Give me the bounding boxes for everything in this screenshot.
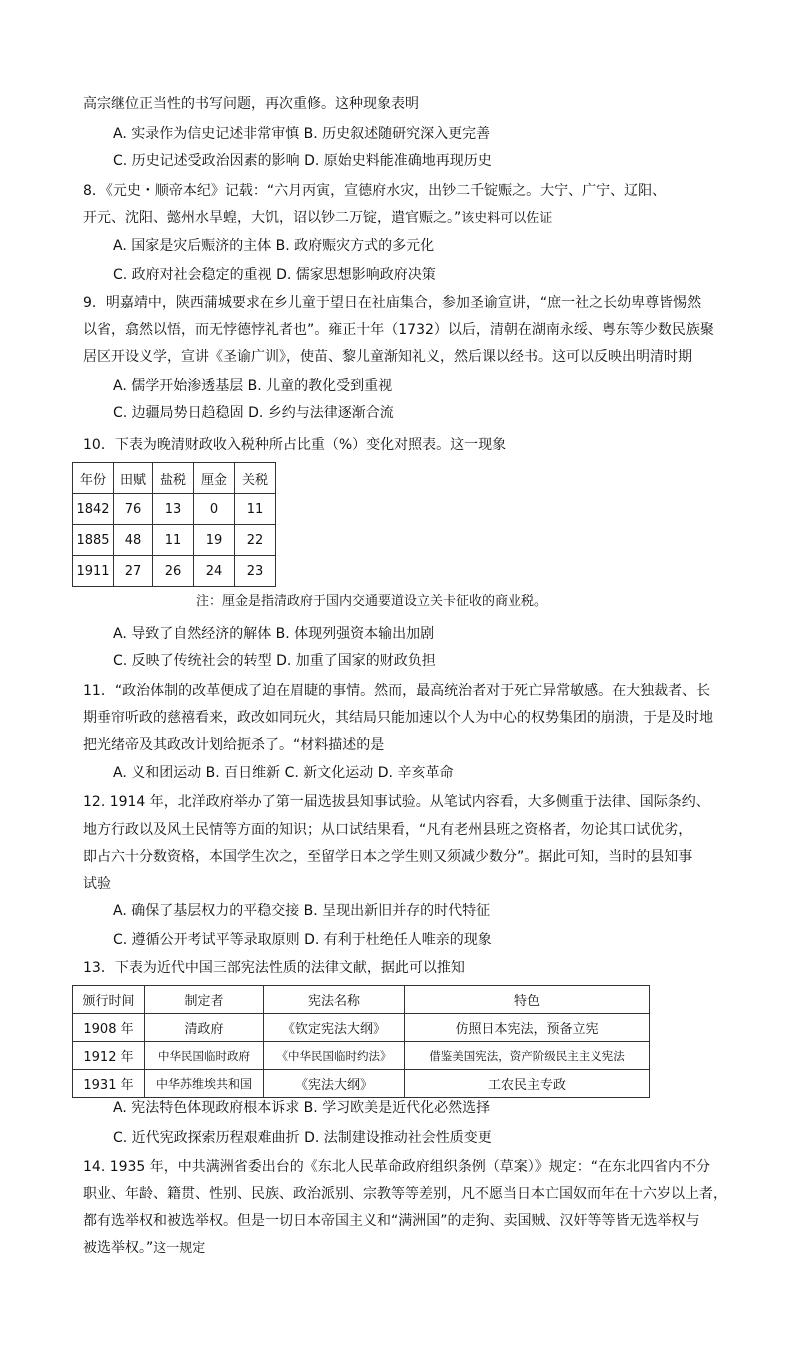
q10-stem: 10．下表为晚清财政收入税种所占比重（%）变化对照表。这一现象 [83, 437, 507, 453]
q14-stem-line2: 职业、年龄、籍贯、性别、民族、政治派别、宗教等等差别，凡不愿当日本亡国奴而年在十六岁以上者， [83, 1186, 727, 1202]
table-cell: 19 [194, 525, 235, 556]
q12-stem-line2: 地方行政以及风土民情等方面的知识；从口试结果看，“凡有老州县班之资格者，勿论其口试优劣， [83, 822, 693, 838]
q14-stem-line4-tail: 这一规定 [153, 1241, 206, 1256]
q11-stem-line3: 把光绪帝及其政改计划给扼杀了。“材料描述的是 [83, 737, 385, 753]
table-header-row [73, 986, 650, 1014]
table-cell: 中华民国临时政府 [145, 1042, 264, 1070]
table-cell: 11 [153, 525, 194, 556]
q12-stem-line1: 12. 1914 年，北洋政府举办了第一届选拔县知事试验。从笔试内容看，大多侧重于法律、国际条约、 [83, 794, 710, 810]
table-row [73, 494, 276, 525]
table-cell: 《中华民国临时约法》 [264, 1042, 405, 1070]
q10-table-note: 注：厘金是指清政府于国内交通要道设立关卡征收的商业税。 [196, 594, 548, 609]
table-cell: 《宪法大纲》 [264, 1070, 405, 1098]
q7-stem-tail: 高宗继位正当性的书写问题，再次重修。这种现象表明 [83, 96, 419, 112]
q13-options-cd[interactable]: C. 近代宪政探索历程艰难曲折 D. 法制建设推动社会性质变更 [113, 1130, 492, 1146]
q12-options-cd[interactable]: C. 遵循公开考试平等录取原则 D. 有利于杜绝任人唯亲的现象 [113, 932, 492, 948]
q12-options-ab[interactable]: A. 确保了基层权力的平稳交接 B. 呈现出新旧并存的时代特征 [113, 903, 491, 919]
q10-options-cd[interactable]: C. 反映了传统社会的转型 D. 加重了国家的财政负担 [113, 653, 436, 669]
q8-options-ab[interactable]: A. 国家是灾后赈济的主体 B. 政府赈灾方式的多元化 [113, 238, 435, 254]
table-cell: 11 [235, 494, 276, 525]
q8-stem-line1: 8．《元史・顺帝本纪》记载：“六月丙寅，宣德府水灾，出钞二千锭赈之。大宁、广宁、辽阳、 [83, 183, 667, 199]
q9-options-ab[interactable]: A. 儒学开始渗透基层 B. 儿童的教化受到重视 [113, 378, 393, 394]
table-cell: 工农民主专政 [405, 1070, 650, 1098]
q13-stem: 13．下表为近代中国三部宪法性质的法律文献，据此可以推知 [83, 960, 465, 976]
table-cell: 26 [153, 556, 194, 587]
q14-stem-line4: 被选举权。”这一规定 [83, 1240, 206, 1256]
q8-stem-line2: 开元、沈阳、懿州水旱蝗，大饥，诏以钞二万锭，遣官赈之。”该史料可以佐证 [83, 210, 553, 226]
table-cell: 清政府 [145, 1014, 264, 1042]
table-header-cell: 关税 [235, 463, 276, 494]
table-header-cell: 制定者 [145, 986, 264, 1014]
table-row [73, 525, 276, 556]
q14-stem-line1: 14. 1935 年，中共满洲省委出台的《东北人民革命政府组织条例（草案）》规定：“在东北四省内不分 [83, 1159, 711, 1175]
table-header-cell: 特色 [405, 986, 650, 1014]
table-row [73, 1070, 650, 1098]
table-header-row [73, 463, 276, 494]
table-cell: 借鉴美国宪法，资产阶级民主主义宪法 [405, 1042, 650, 1070]
table-header-cell: 盐税 [153, 463, 194, 494]
table-header-cell: 宪法名称 [264, 986, 405, 1014]
table-row [73, 1014, 650, 1042]
q13-options-ab[interactable]: A. 宪法特色体现政府根本诉求 B. 学习欧美是近代化必然选择 [113, 1100, 491, 1116]
table-cell: 1931 年 [73, 1070, 145, 1098]
table-header-cell: 田赋 [114, 463, 153, 494]
table-cell: 1842 [73, 494, 114, 525]
q7-options-ab[interactable]: A. 实录作为信史记述非常审慎 B. 历史叙述随研究深入更完善 [113, 126, 491, 142]
q14-stem-line3: 都有选举权和被选举权。但是一切日本帝国主义和“满洲国”的走狗、卖国贼、汉奸等等皆无选举权与 [83, 1213, 700, 1229]
q11-stem-line2: 期垂帘听政的慈禧看来，政改如同玩火，其结局只能加速以个人为中心的权势集团的崩溃，于是及时地 [83, 710, 713, 726]
table-cell: 《钦定宪法大纲》 [264, 1014, 405, 1042]
table-cell: 22 [235, 525, 276, 556]
table-header-cell: 年份 [73, 463, 114, 494]
table-cell: 1911 [73, 556, 114, 587]
q9-stem-line1: 9．明嘉靖中，陕西蒲城要求在乡儿童于望日在社庙集合，参加圣谕宣讲，“庶一社之长幼卑尊皆惕然 [83, 295, 702, 311]
q9-options-cd[interactable]: C. 边疆局势日趋稳固 D. 乡约与法律逐渐合流 [113, 405, 394, 421]
table-row [73, 556, 276, 587]
table-cell: 23 [235, 556, 276, 587]
q12-stem-line3: 即占六十分数资格，本国学生次之，至留学日本之学生则又须减少数分”。据此可知，当时的县知事 [83, 849, 693, 865]
table-cell: 76 [114, 494, 153, 525]
table-cell: 1908 年 [73, 1014, 145, 1042]
table-cell: 48 [114, 525, 153, 556]
q9-stem-line3: 居区开设义学，宣讲《圣谕广训》，使苗、黎儿童渐知礼义，然后课以经书。这可以反映出明清时期 [83, 349, 692, 365]
table-cell: 0 [194, 494, 235, 525]
table-cell: 中华苏维埃共和国 [145, 1070, 264, 1098]
q8-stem-line2-tail: 该史料可以佐证 [461, 211, 553, 226]
q7-options-cd[interactable]: C. 历史记述受政治因素的影响 D. 原始史料能准确地再现历史 [113, 153, 492, 169]
q10-tax-table [72, 462, 276, 587]
table-cell: 13 [153, 494, 194, 525]
table-header-cell: 厘金 [194, 463, 235, 494]
q13-constitution-table [72, 985, 650, 1098]
q8-options-cd[interactable]: C. 政府对社会稳定的重视 D. 儒家思想影响政府决策 [113, 267, 436, 283]
q12-stem-line4: 试验 [83, 876, 111, 892]
q10-options-ab[interactable]: A. 导致了自然经济的解体 B. 体现列强资本输出加剧 [113, 626, 435, 642]
q9-stem-line2: 以省，翕然以悟，而无悖德悖礼者也”。雍正十年（1732）以后，清朝在湖南永绥、粤东等少数民族聚 [83, 322, 714, 338]
table-cell: 27 [114, 556, 153, 587]
table-cell: 1912 年 [73, 1042, 145, 1070]
table-row [73, 1042, 650, 1070]
table-cell: 1885 [73, 525, 114, 556]
q11-options[interactable]: A. 义和团运动 B. 百日维新 C. 新文化运动 D. 辛亥革命 [113, 765, 454, 781]
table-cell: 24 [194, 556, 235, 587]
table-cell: 仿照日本宪法，预备立宪 [405, 1014, 650, 1042]
q11-stem-line1: 11．“政治体制的改革便成了迫在眉睫的事情。然而，最高统治者对于死亡异常敏感。在大独裁者、长 [83, 683, 711, 699]
table-header-cell: 颁行时间 [73, 986, 145, 1014]
